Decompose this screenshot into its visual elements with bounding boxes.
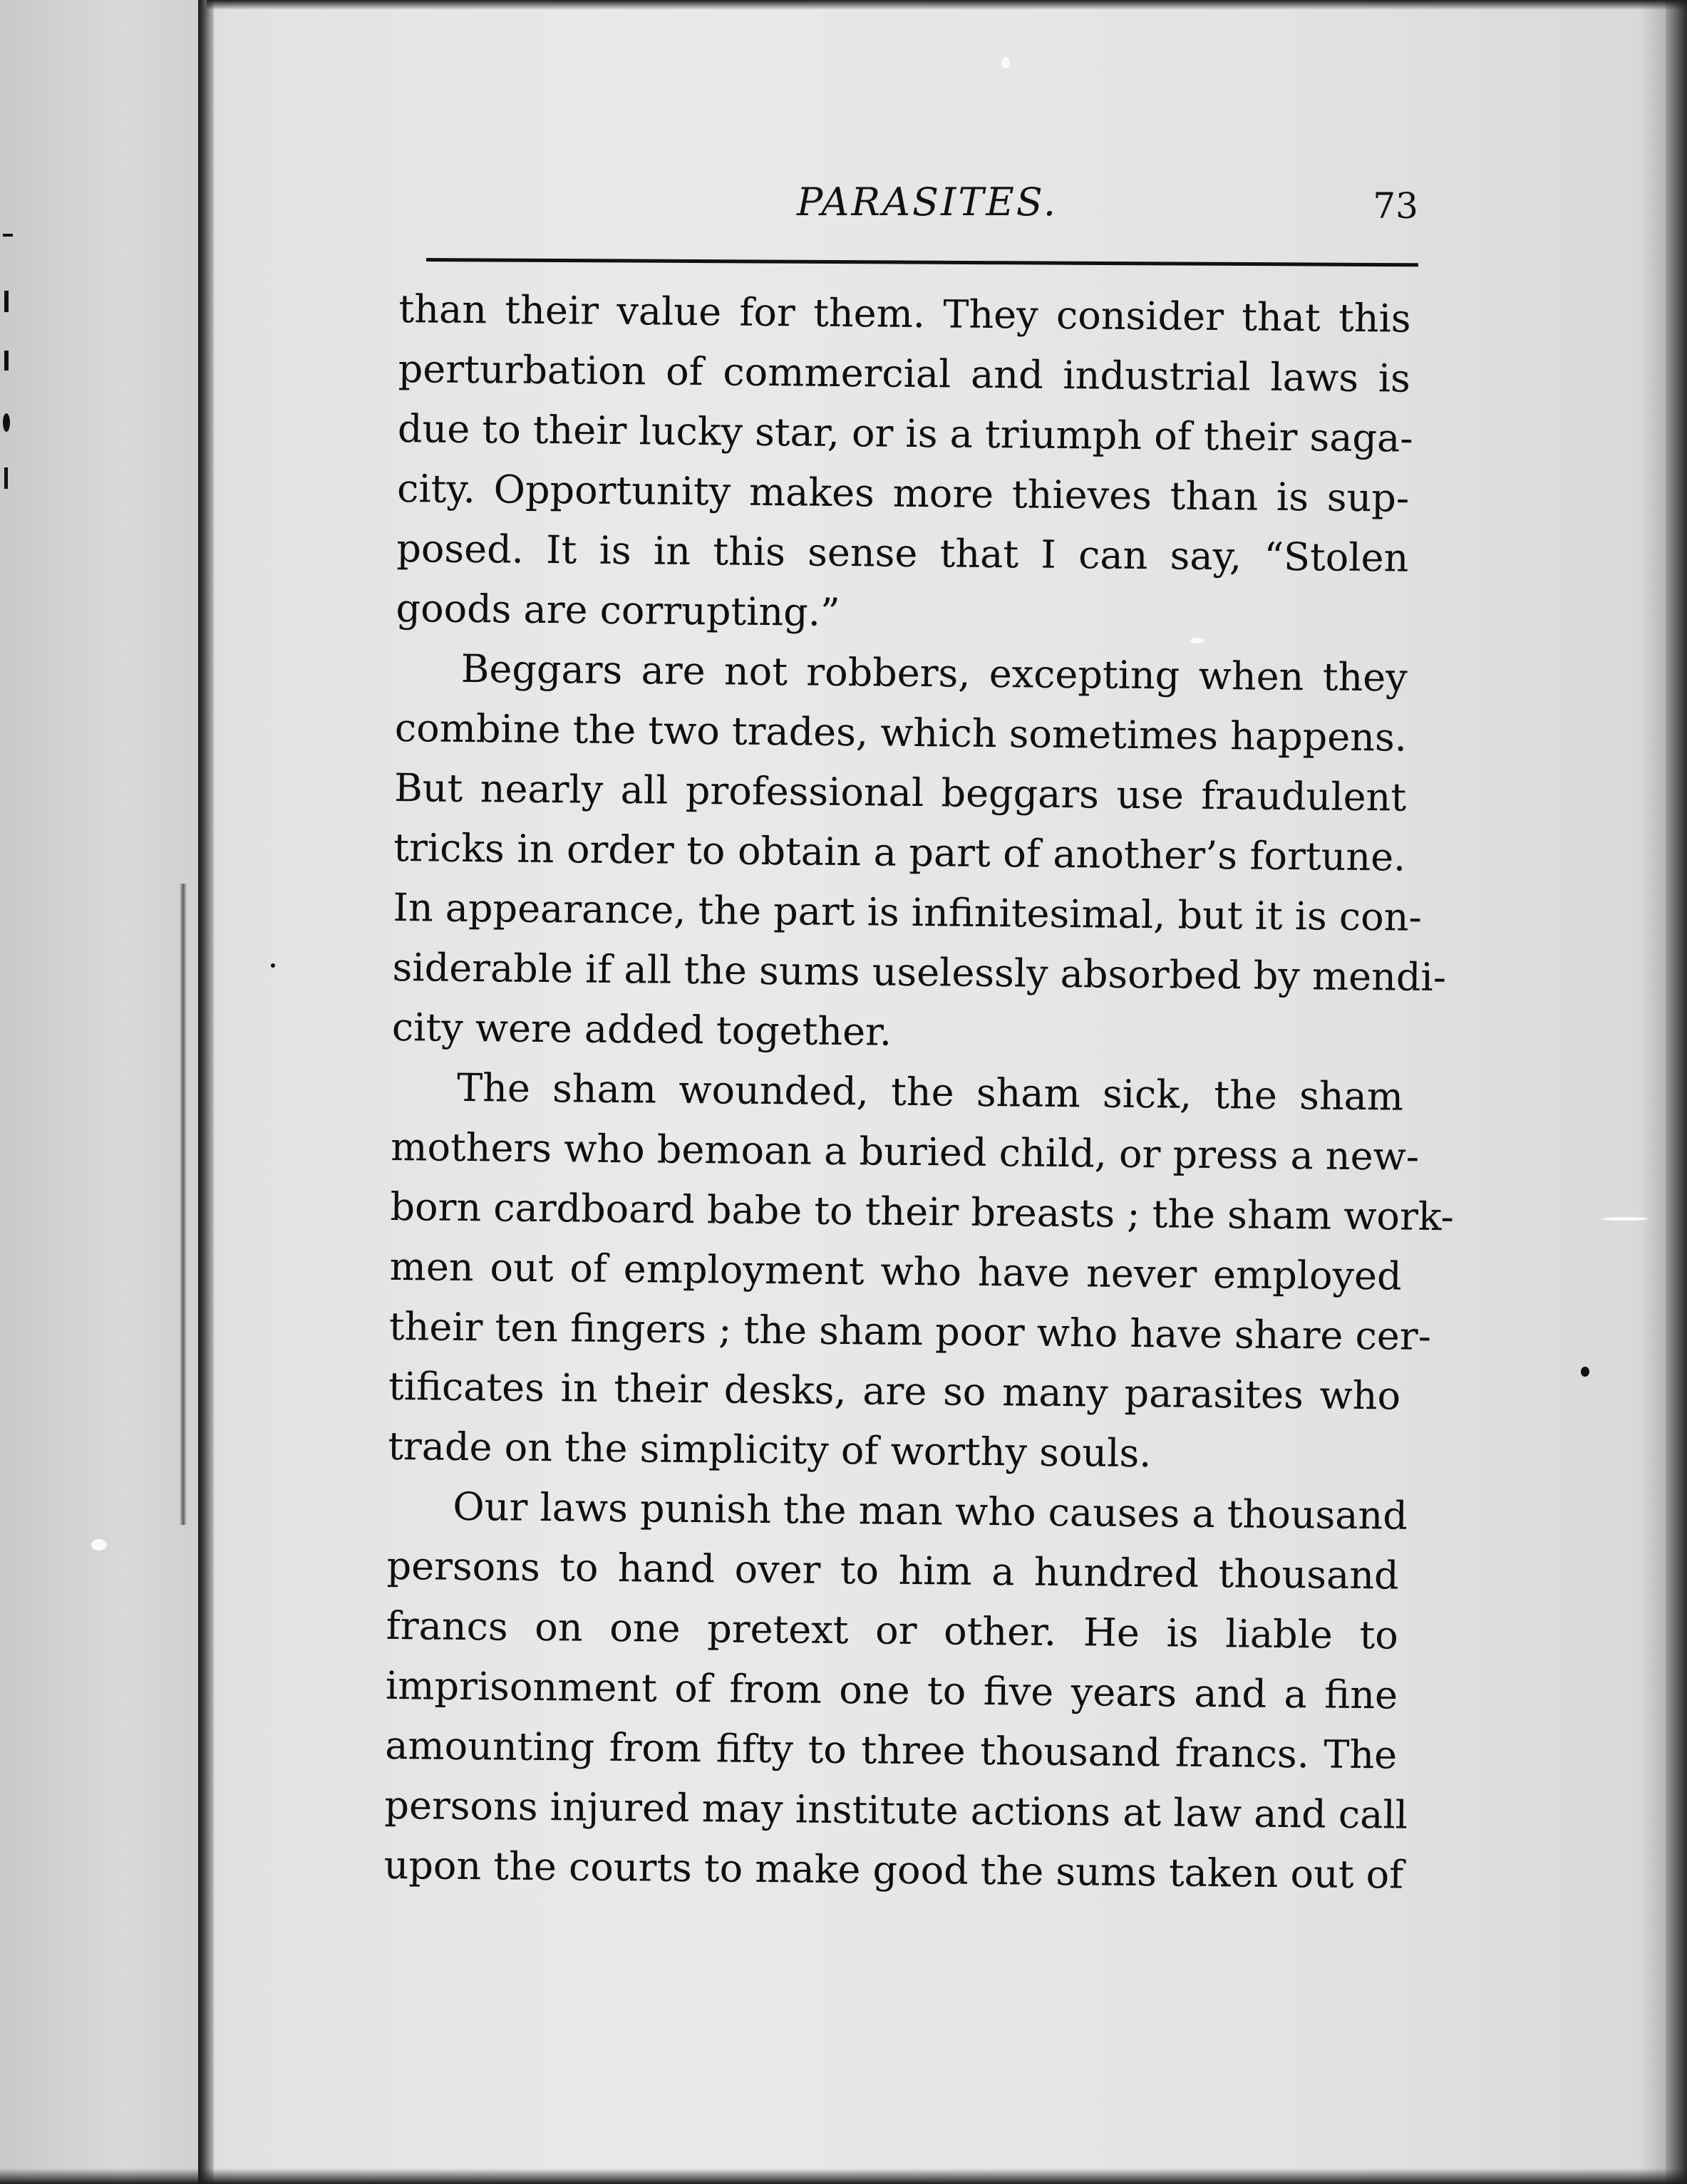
text-line: francs on one pretext or other. He is liable to bbox=[386, 1603, 1399, 1658]
facing-page-fragment bbox=[4, 467, 8, 489]
text-line: amounting from fifty to three thousand francs. The bbox=[384, 1722, 1398, 1778]
text-line: Our laws punish the man who causes a thousand bbox=[453, 1484, 1408, 1538]
text-line: upon the courts to make good the sums taken out of bbox=[383, 1842, 1404, 1898]
running-title: PARASITES. bbox=[797, 180, 1058, 224]
text-line: But nearly all professional beggars use fraudulent bbox=[393, 765, 1407, 820]
scan-speck bbox=[1602, 1217, 1648, 1221]
paragraph-3 bbox=[387, 1057, 1455, 1486]
facing-page-edge bbox=[0, 0, 207, 2184]
gutter-shadow bbox=[180, 884, 187, 1525]
facing-page-fragment bbox=[4, 351, 9, 371]
text-line: imprisonment of from one to five years and a fine bbox=[385, 1662, 1398, 1718]
facing-page-fragment bbox=[3, 234, 13, 237]
scan-speck bbox=[1581, 1367, 1589, 1377]
text-line: their ten fingers ; the sham poor who have share cer- bbox=[388, 1303, 1432, 1359]
text-line: city were added together. bbox=[391, 1004, 892, 1055]
text-line: Beggars are not robbers, excepting when they bbox=[460, 646, 1408, 700]
text-line: trade on the simplicity of worthy souls. bbox=[387, 1423, 1152, 1476]
text-line: men out of employment who have never employed bbox=[389, 1243, 1402, 1299]
text-line: posed. It is in this sense that I can say, “Stolen bbox=[396, 525, 1409, 581]
page-number: 73 bbox=[1373, 185, 1418, 227]
page-header bbox=[426, 180, 1418, 237]
text-line: city. Opportunity makes more thieves than is sup- bbox=[396, 465, 1410, 521]
text-line: goods are corrupting.” bbox=[396, 585, 840, 635]
text-line: tricks in order to obtain a part of another’s fortune. bbox=[393, 824, 1406, 880]
paragraph-1 bbox=[396, 279, 1411, 648]
book-gutter bbox=[198, 0, 214, 2184]
text-line: born cardboard babe to their breasts ; the sham work- bbox=[390, 1184, 1455, 1240]
paragraph-4 bbox=[383, 1476, 1408, 1905]
text-line: combine the two trades, which sometimes happens. bbox=[394, 705, 1408, 760]
scan-speck bbox=[271, 963, 275, 968]
text-line: persons injured may institute actions at law and call bbox=[384, 1782, 1408, 1838]
page-bottom-edge bbox=[0, 2168, 1687, 2184]
text-line: tificates in their desks, are so many parasites who bbox=[388, 1363, 1401, 1419]
text-line: due to their lucky star, or is a triumph of their saga- bbox=[397, 405, 1413, 461]
facing-page-fragment bbox=[4, 291, 9, 312]
text-line: mothers who bemoan a buried child, or press a new- bbox=[391, 1124, 1420, 1179]
text-line: In appearance, the part is infinitesimal, but it is con- bbox=[393, 884, 1423, 940]
scan-speck bbox=[91, 1539, 107, 1551]
text-line: The sham wounded, the sham sick, the sham bbox=[456, 1065, 1404, 1119]
paragraph-2 bbox=[391, 638, 1447, 1067]
text-line: than their value for them. They consider that this bbox=[398, 286, 1411, 341]
body-text bbox=[383, 279, 1455, 1905]
page-top-edge bbox=[207, 0, 1687, 10]
text-line: perturbation of commercial and industrial laws is bbox=[398, 346, 1411, 401]
text-line: persons to hand over to him a hundred thousand bbox=[386, 1543, 1399, 1598]
page-right-edge bbox=[1666, 0, 1687, 2184]
scan-speck bbox=[1001, 57, 1010, 68]
text-line: siderable if all the sums uselessly absorbed by mendi- bbox=[392, 944, 1447, 1000]
facing-page-fragment bbox=[3, 413, 10, 432]
